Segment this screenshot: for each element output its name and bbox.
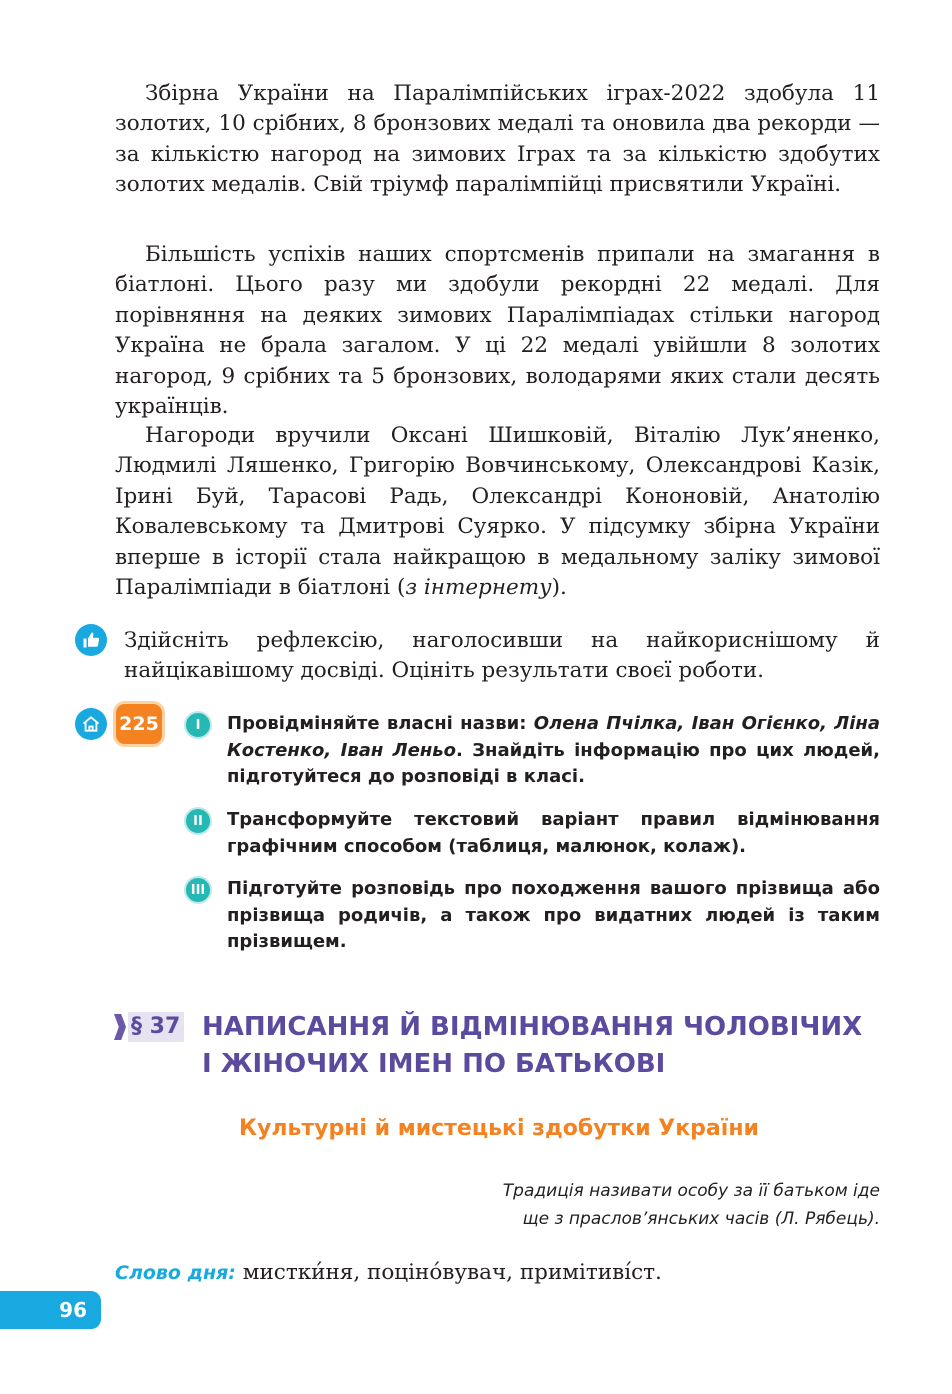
- page-number: 96: [0, 1291, 101, 1329]
- word-of-day-words: мистки́ня, поціно́вувач, примітиві́ст.: [242, 1260, 662, 1285]
- source-close: ).: [551, 575, 567, 601]
- source-note: з інтернету: [405, 575, 552, 601]
- task-3-text: Підготуйте розповідь про походження вашого прізвища або прізвища родичів, а також про видатних людей із таким прізвищем.: [227, 878, 880, 952]
- task-level-badge: II: [184, 807, 212, 835]
- task-1-text-b: . Знайдіть інформацію про цих людей, підготуйтеся до розповіді в класі.: [227, 739, 880, 787]
- section-title-line-1: НАПИСАННЯ Й ВІДМІНЮВАННЯ ЧОЛОВІЧИХ: [202, 1012, 863, 1042]
- task-2-text: Трансформуйте текстовий варіант правил відмінювання графічним способом (таблиця, малюнок, колаж).: [227, 809, 880, 857]
- paragraph-2: Більшість успіхів наших спортсменів припали на змагання в біатлоні. Цього разу ми здобули рекордні 22 медалі. Для порівняння на деяких зимових Паралімпіадах стільки нагород Україна не брала загалом. У ці 22 медалі увійшли 8 золотих нагород, 9 срібних та 5 бронзових, володарями яких стали десять українців.: [115, 242, 880, 420]
- word-of-day: [115, 1260, 662, 1285]
- paragraph-3: [115, 421, 880, 603]
- section-number: § 37: [131, 1014, 181, 1039]
- task-1-names: Олена Пчілка, Іван Огієнко, Ліна Костенко, Іван Леньо: [227, 713, 880, 761]
- section-title-line-2: І ЖІНОЧИХ ІМЕН ПО БАТЬКОВІ: [202, 1049, 666, 1079]
- task-1-text-a: Провідміняйте власні назви:: [227, 713, 534, 734]
- home-icon: [75, 708, 107, 740]
- subtitle: Культурні й мистецькі здобутки України: [239, 1116, 759, 1141]
- epigraph: [503, 1177, 880, 1233]
- exercise-number-badge: 225: [116, 704, 162, 744]
- thumbs-up-icon: [75, 624, 107, 656]
- task-level-badge: III: [184, 876, 212, 904]
- epigraph-line-2: ще з праслов’янських часів (Л. Рябець).: [522, 1209, 880, 1229]
- section-marker: [114, 1014, 126, 1040]
- task-1-text: [227, 711, 880, 791]
- paragraph-3-text: Нагороди вручили Оксані Шишковій, Віталію Лук’яненко, Людмилі Ляшенко, Григорію Вовчинському, Олександрові Казік, Ірині Буй, Тарасові Радь, Олександрі Кононовій, Анатолію Ковалевському та Дмитрові Суярко. У підсумку збірна України вперше в історії стала найкращою в медальному заліку зимової Паралімпіади в біатлоні (: [115, 423, 880, 601]
- task-level-badge: I: [184, 711, 212, 739]
- word-of-day-label: Слово дня:: [115, 1262, 236, 1284]
- epigraph-line-1: Традиція називати особу за її батьком іде: [502, 1181, 880, 1201]
- paragraph-1: Збірна України на Паралімпійських іграх-2022 здобула 11 золотих, 10 срібних, 8 бронзових медалі та оновила два рекорди — за кількістю нагород на зимових Іграх та за кількістю здобутих золотих медалів. Свій тріумф паралімпійці присвятили Україні.: [115, 81, 880, 198]
- reflection-text: Здійсніть рефлексію, наголосивши на найкориснішому й найцікавішому досвіді. Оцініть результати своєї роботи.: [124, 628, 880, 683]
- section-title: [202, 1009, 892, 1083]
